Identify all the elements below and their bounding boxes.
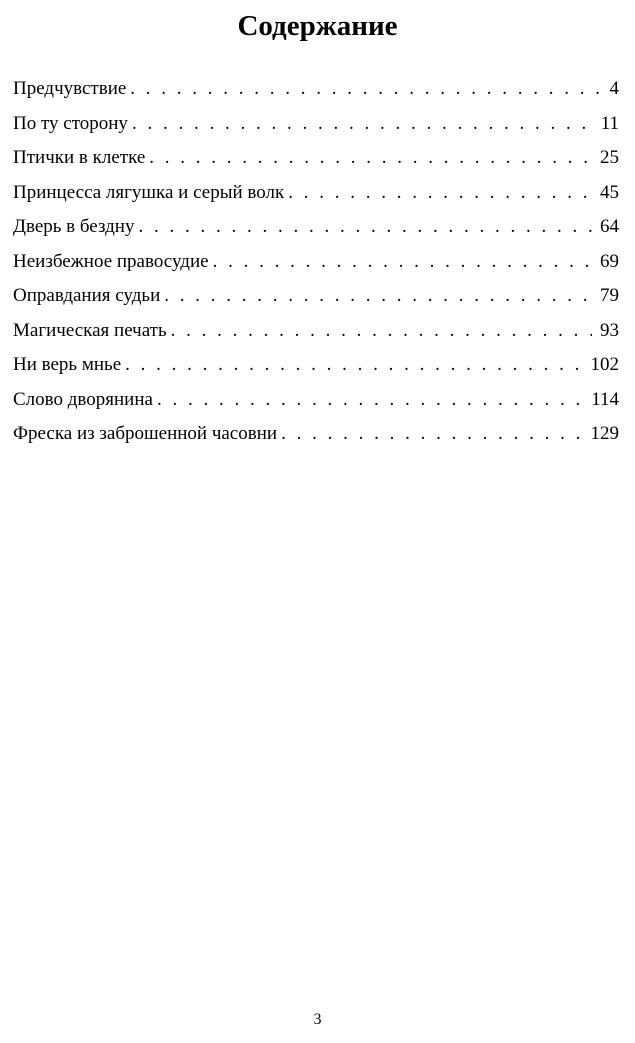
toc-dot-leader [288, 176, 592, 211]
toc-entry-page: 114 [591, 388, 619, 410]
table-of-contents [13, 72, 619, 452]
toc-dot-leader [125, 348, 582, 383]
toc-entry-page: 69 [600, 250, 619, 272]
toc-entry-page: 25 [600, 147, 619, 168]
toc-dot-leader [171, 314, 592, 349]
toc-entry-label: Птички в клетке [13, 147, 146, 168]
page-title: Содержание [237, 10, 398, 42]
toc-dot-leader [138, 210, 592, 245]
toc-dot-leader [281, 417, 582, 452]
toc-entry-label: Ни верь мнье [13, 354, 122, 375]
toc-entry-label: Неизбежное правосудие [13, 250, 209, 272]
toc-entry-page: 93 [600, 319, 619, 341]
toc-dot-leader [130, 72, 601, 107]
toc-entry [13, 348, 619, 383]
toc-entry-label: Оправдания судьи [13, 285, 161, 306]
toc-entry-label: Принцесса лягушка и серый волк [13, 181, 285, 203]
toc-dot-leader [164, 279, 592, 314]
toc-dot-leader [132, 107, 593, 142]
page-number: 3 [313, 1011, 322, 1028]
toc-entry [13, 176, 619, 211]
toc-entry-label: Дверь в бездну [13, 216, 135, 237]
toc-entry-page: 129 [590, 423, 619, 444]
toc-entry [13, 417, 619, 452]
toc-entry-page: 102 [590, 354, 619, 375]
toc-entry-label: Магическая печать [13, 319, 167, 341]
toc-entry [13, 279, 619, 314]
toc-dot-leader [213, 245, 592, 280]
toc-entry-label: Предчувствие [13, 78, 127, 99]
toc-entry-label: По ту сторону [13, 112, 128, 134]
toc-entry-label: Фреска из заброшенной часовни [13, 423, 278, 444]
toc-entry-page: 79 [600, 285, 619, 306]
toc-entry [13, 383, 619, 418]
toc-entry-page: 45 [600, 181, 619, 203]
toc-entry [13, 245, 619, 280]
toc-entry [13, 314, 619, 349]
toc-entry-page: 4 [609, 78, 619, 99]
toc-entry-page: 64 [600, 216, 619, 237]
toc-dot-leader [149, 141, 592, 176]
toc-entry [13, 141, 619, 176]
toc-entry-label: Слово дворянина [13, 388, 153, 410]
toc-entry [13, 210, 619, 245]
toc-entry [13, 107, 619, 142]
toc-entry-page: 11 [600, 112, 619, 134]
toc-dot-leader [157, 383, 583, 418]
toc-entry [13, 72, 619, 107]
